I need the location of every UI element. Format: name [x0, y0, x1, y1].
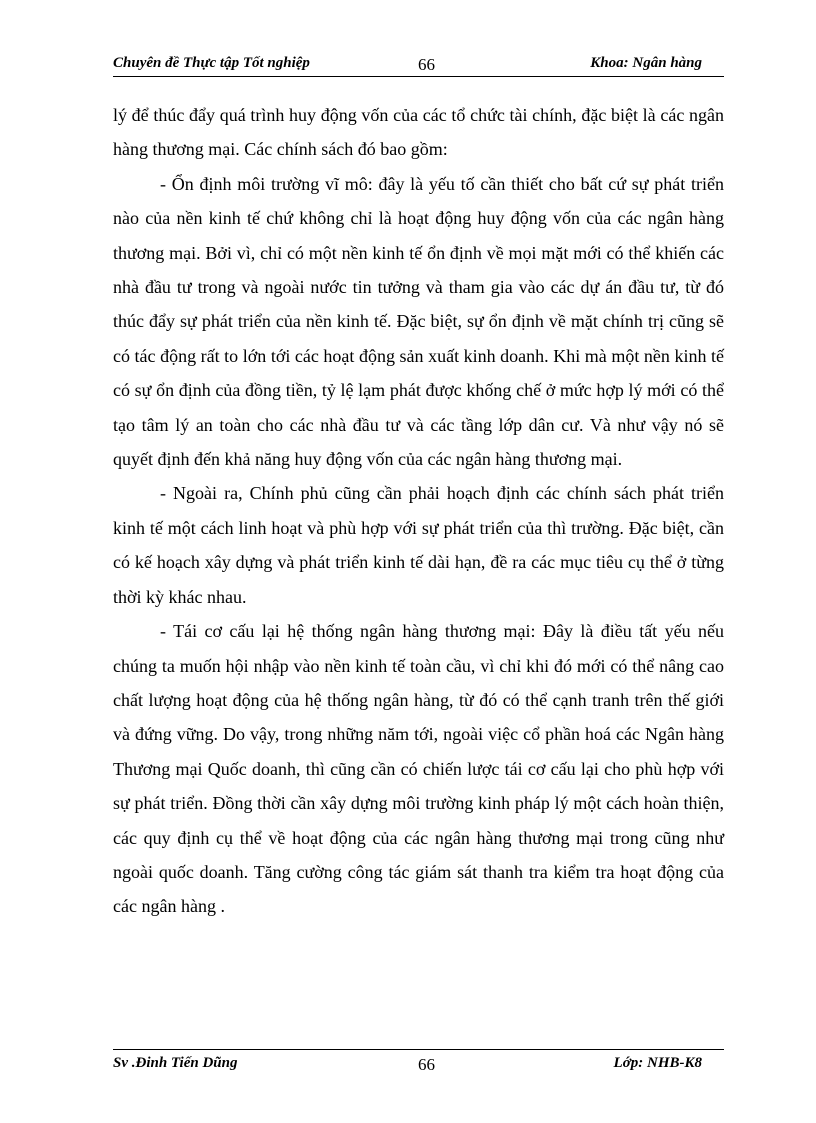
header-page-number: 66	[418, 55, 435, 74]
page-header	[113, 52, 724, 77]
paragraph-continuation: lý để thúc đẩy quá trình huy động vốn của các tổ chức tài chính, đặc biệt là các ngân hàng thương mại. Các chính sách đó bao gồm:	[113, 105, 724, 160]
page-footer	[113, 1049, 724, 1074]
paragraph-macro-stability: - Ổn định môi trường vĩ mô: đây là yếu tố cần thiết cho bất cứ sự phát triển nào của nền kinh tế chứ không chỉ là hoạt động huy động vốn của các ngân hàng thương mại. Bởi vì, chỉ có một nền kinh tế ổn định về mọi mặt mới có thể khiến các nhà đầu tư trong và ngoài nước tin tưởng và tham gia vào các dự án đầu tư, từ đó thúc đẩy sự phát triển của nền kinh tế. Đặc biệt, sự ổn định về mặt chính trị cũng sẽ có tác động rất to lớn tới các hoạt động sản xuất kinh doanh. Khi mà một nền kinh tế có sự ổn định của đồng tiền, tỷ lệ lạm phát được khống chế ở mức hợp lý mới có thể tạo tâm lý an toàn cho các nhà đầu tư và các tầng lớp dân cư. Và như vậy nó sẽ quyết định đến khả năng huy động vốn của các ngân hàng thương mại.	[113, 173, 724, 470]
header-thesis-title: Chuyên đề Thực tập Tốt nghiệp	[113, 55, 310, 71]
footer-page-number: 66	[418, 1055, 435, 1074]
paragraph-government-policy: - Ngoài ra, Chính phủ cũng cần phải hoạch định các chính sách phát triển kinh tế một cách linh hoạt và phù hợp với sự phát triển của thì trường. Đặc biệt, cần có kế hoạch xây dựng và phát triển kinh tế dài hạn, đề ra các mục tiêu cụ thể ở từng thời kỳ khác nhau.	[113, 483, 724, 607]
body-text	[113, 98, 724, 924]
header-faculty: Khoa: Ngân hàng	[590, 55, 702, 71]
footer-class: Lớp: NHB-K8	[613, 1055, 702, 1071]
footer-student: Sv .Đinh Tiến Dũng	[113, 1055, 238, 1071]
paragraph-restructuring: - Tái cơ cấu lại hệ thống ngân hàng thương mại: Đây là điều tất yếu nếu chúng ta muốn hội nhập vào nền kinh tế toàn cầu, vì chỉ khi đó mới có thể nâng cao chất lượng hoạt động của hệ thống ngân hàng, từ đó có thể cạnh tranh trên thế giới và đứng vững. Do vậy, trong những năm tới, ngoài việc cổ phần hoá các Ngân hàng Thương mại Quốc doanh, thì cũng cần có chiến lược tái cơ cấu lại cho phù hợp với sự phát triển. Đồng thời cần xây dựng môi trường kinh pháp lý một cách hoàn thiện, các quy định cụ thể về hoạt động của các ngân hàng thương mại trong cũng như ngoài quốc doanh. Tăng cường công tác giám sát thanh tra kiểm tra hoạt động của các ngân hàng .	[113, 621, 724, 917]
